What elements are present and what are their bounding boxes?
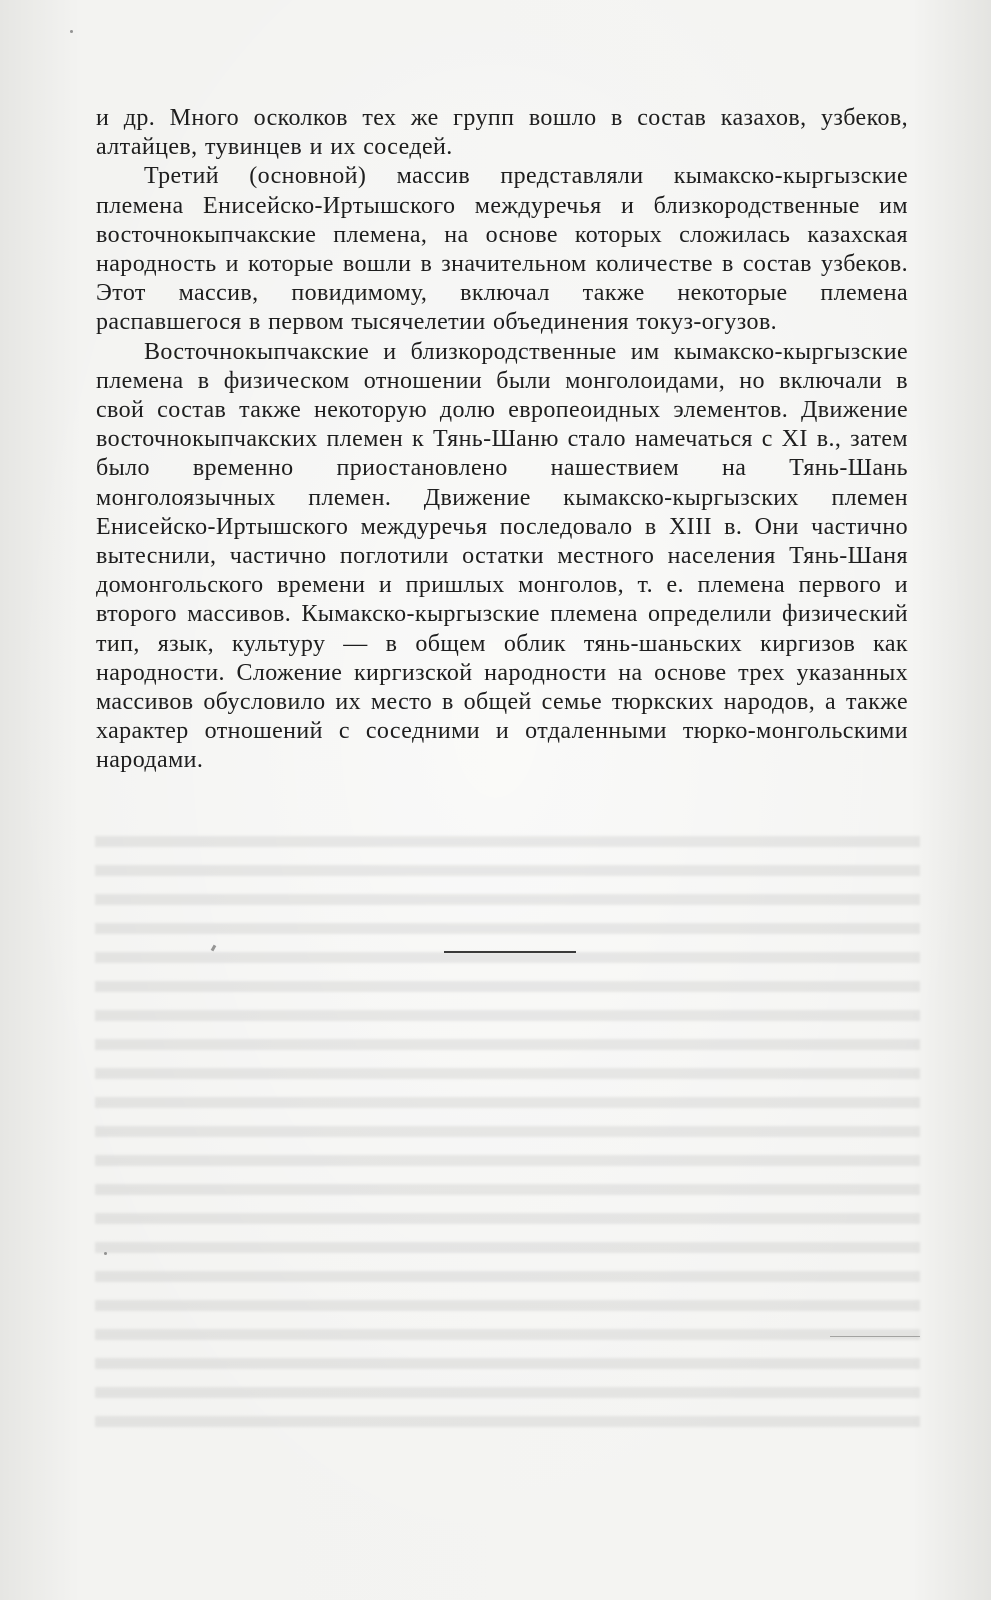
scan-speck (70, 30, 73, 33)
paragraph-2: Третий (основной) массив представляли кымакско-кыргызские племена Енисейско-Иртышского междуречья и близкородственные им восточнокыпчакские племена, на основе которых сложилась казахская народность и которые вошли в значительном количестве в состав узбеков. Этот массив, повидимому, включал также некоторые племена распавшегося в первом тысячелетии объединения токуз-огузов. (96, 163, 908, 336)
bleed-through-texture (95, 828, 920, 1438)
section-separator-line (444, 951, 576, 953)
body-text (96, 104, 908, 776)
paragraph-3: Восточнокыпчакские и близкородственные им кымакско-кыргызские племена в физическом отношении были монголоидами, но включали в свой состав также некоторую долю европеоидных элементов. Движение восточнокыпчакских племен к Тянь-Шаню стало намечаться с XI в., затем было временно приостановлено нашествием на Тянь-Шань монголоязычных племен. Движение кымакско-кыргызских племен Енисейско-Иртышского междуречья последовало в XIII в. Они частично вытеснили, частично поглотили остатки местного населения Тянь-Шаня домонгольского времени и пришлых монголов, т. е. племена первого и второго массивов. Кымакско-кыргызские племена определили физический тип, язык, культуру — в общем облик тянь-шаньских киргизов как народности. Сложение киргизской народности на основе трех указанных массивов обусловило их место в общей семье тюркских народов, а также характер отношений с соседними и отдаленными тюрко-монгольскими народами. (96, 338, 908, 774)
scan-speck (104, 1252, 107, 1255)
scan-smudge (830, 1336, 920, 1337)
paragraph-1: и др. Много осколков тех же групп вошло в состав казахов, узбеков, алтайцев, тувинцев и их соседей. (96, 105, 908, 161)
